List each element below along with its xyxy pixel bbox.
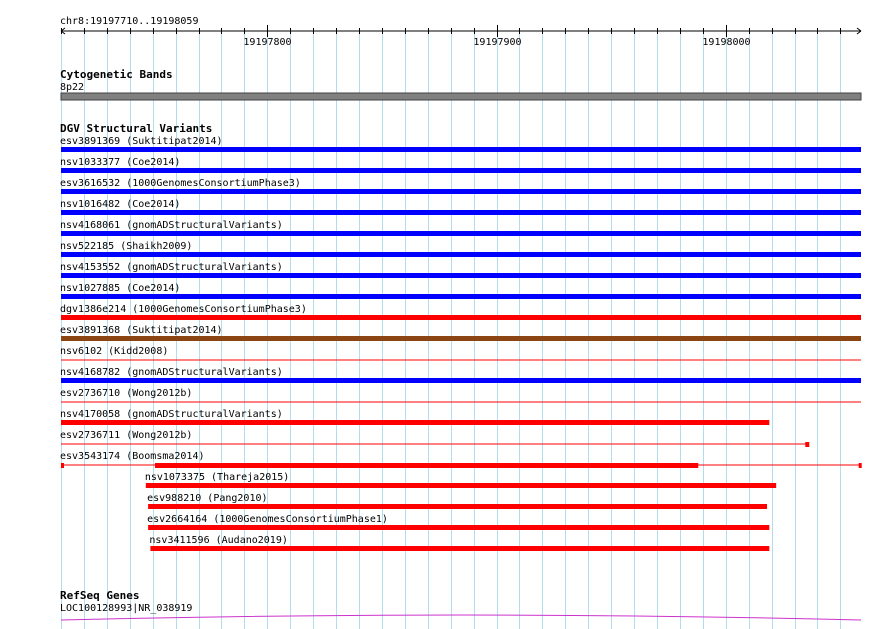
dgv-feature-label: nsv4170058 (gnomADStructuralVariants) (60, 409, 283, 420)
dgv-feature-nsv4153552[interactable] (60, 262, 861, 278)
dgv-feature-esv3891368[interactable] (60, 325, 861, 341)
dgv-feature-label: nsv4168061 (gnomADStructuralVariants) (60, 220, 283, 231)
dgv-feature-bar[interactable] (61, 210, 861, 215)
dgv-feature-label: esv3891369 (Suktitipat2014) (60, 136, 223, 147)
dgv-feature-label: esv2736710 (Wong2012b) (60, 388, 193, 399)
ruler-tick-label: 19198000 (702, 37, 751, 48)
dgv-feature-label: nsv1073375 (Thareja2015) (144, 472, 290, 483)
dgv-feature-label: dgv1386e214 (1000GenomesConsortiumPhase3) (60, 304, 307, 315)
region-label: chr8:19197710..19198059 (60, 16, 199, 27)
dgv-feature-label: nsv1033377 (Coe2014) (60, 157, 181, 168)
cytogenetic-bands-track (60, 68, 861, 100)
dgv-feature-block[interactable] (61, 463, 64, 468)
dgv-feature-label: nsv4153552 (gnomADStructuralVariants) (60, 262, 283, 273)
dgv-feature-bar[interactable] (61, 378, 861, 383)
dgv-feature-bar[interactable] (146, 483, 776, 488)
dgv-feature-label: nsv4168782 (gnomADStructuralVariants) (60, 367, 283, 378)
dgv-feature-block[interactable] (155, 463, 698, 468)
dgv-feature-nsv1033377[interactable] (60, 157, 861, 173)
dgv-feature-bar[interactable] (61, 294, 861, 299)
dgv-feature-nsv4170058[interactable] (60, 409, 769, 425)
dgv-feature-nsv522185[interactable] (60, 241, 861, 257)
dgv-feature-nsv3411596[interactable] (149, 535, 769, 551)
dgv-feature-bar[interactable] (148, 504, 767, 509)
refseq-gene-label: LOC100128993|NR_038919 (60, 603, 193, 614)
refseq-track-title: RefSeq Genes (60, 589, 140, 602)
dgv-feature-esv2736710[interactable] (60, 388, 861, 402)
ruler[interactable] (60, 16, 861, 48)
dgv-feature-dgv1386e214[interactable] (60, 304, 861, 320)
cytoband-8p22[interactable] (61, 93, 861, 100)
cytoband-label: 8p22 (60, 82, 85, 93)
dgv-feature-label: esv2736711 (Wong2012b) (60, 430, 193, 441)
dgv-feature-esv3891369[interactable] (60, 136, 861, 152)
dgv-feature-label: nsv1016482 (Coe2014) (60, 199, 181, 210)
dgv-feature-esv2736711[interactable] (60, 430, 809, 447)
dgv-feature-esv3616532[interactable] (60, 178, 861, 194)
dgv-feature-esv2664164[interactable] (147, 514, 769, 530)
dgv-feature-bar[interactable] (61, 168, 861, 173)
dgv-feature-bar[interactable] (150, 546, 769, 551)
dgv-feature-bar[interactable] (61, 231, 861, 236)
dgv-feature-label: nsv522185 (Shaikh2009) (60, 241, 193, 252)
dgv-feature-label: esv3616532 (1000GenomesConsortiumPhase3) (60, 178, 301, 189)
cytogenetic-bands-title: Cytogenetic Bands (60, 68, 173, 81)
dgv-feature-nsv4168061[interactable] (60, 220, 861, 236)
dgv-feature-bar[interactable] (61, 315, 861, 320)
dgv-feature-label: nsv6102 (Kidd2008) (60, 346, 169, 357)
dgv-feature-bar[interactable] (61, 147, 861, 152)
dgv-feature-label: esv2664164 (1000GenomesConsortiumPhase1) (147, 514, 388, 525)
dgv-feature-nsv1016482[interactable] (60, 199, 861, 215)
dgv-feature-bar[interactable] (61, 252, 861, 257)
refseq-gene-LOC100128993[interactable] (61, 615, 861, 620)
dgv-feature-esv988210[interactable] (147, 493, 767, 509)
dgv-feature-label: esv3543174 (Boomsma2014) (60, 451, 205, 462)
dgv-feature-bar[interactable] (61, 420, 769, 425)
dgv-feature-label: nsv1027885 (Coe2014) (60, 283, 181, 294)
dgv-structural-variants-track (60, 122, 862, 551)
dgv-feature-nsv6102[interactable] (60, 346, 861, 360)
ruler-tick-label: 19197900 (473, 37, 522, 48)
dgv-feature-block[interactable] (859, 463, 862, 468)
dgv-feature-bar[interactable] (61, 189, 861, 194)
refseq-genes-track (60, 589, 861, 620)
dgv-feature-nsv1073375[interactable] (145, 472, 776, 488)
dgv-feature-list (60, 136, 862, 551)
dgv-feature-endblock[interactable] (805, 442, 809, 447)
dgv-feature-label: nsv3411596 (Audano2019) (149, 535, 288, 546)
dgv-feature-esv3543174[interactable] (60, 451, 862, 468)
dgv-track-title: DGV Structural Variants (60, 122, 213, 135)
dgv-feature-bar[interactable] (148, 525, 769, 530)
dgv-feature-label: esv988210 (Pang2010) (147, 493, 268, 504)
dgv-feature-nsv1027885[interactable] (60, 283, 861, 299)
dgv-feature-bar[interactable] (61, 273, 861, 278)
dgv-feature-nsv4168782[interactable] (60, 367, 861, 383)
dgv-feature-label: esv3891368 (Suktitipat2014) (60, 325, 223, 336)
ruler-tick-label: 19197800 (243, 37, 292, 48)
dgv-feature-bar[interactable] (61, 336, 861, 341)
